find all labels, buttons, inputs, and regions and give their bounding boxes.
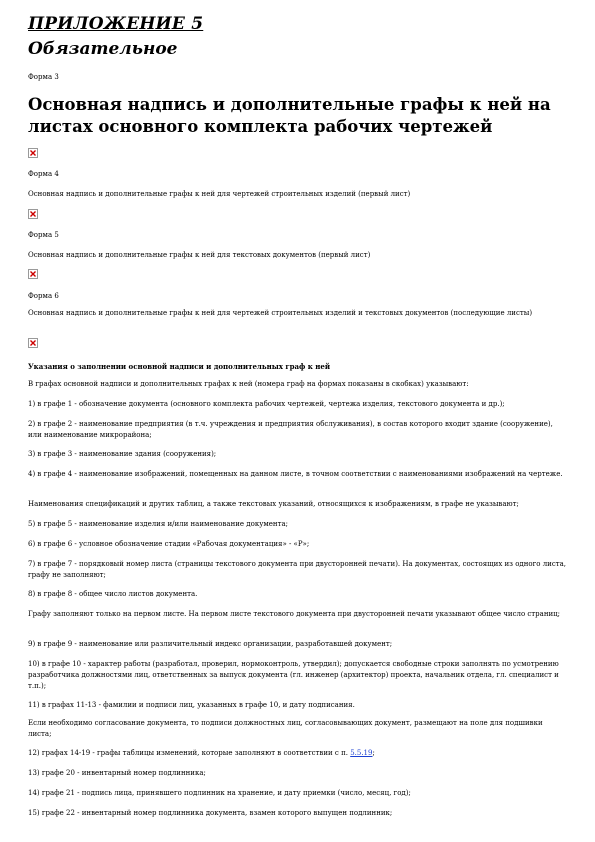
instruction-item-8: 8) в графе 8 - общее число листов документа. <box>28 590 198 598</box>
instruction-note-8: Графу заполняют только на первом листе. На первом листе текстового документа при двусторонней печати указывают общее число страниц; <box>28 610 561 618</box>
form6-label: Форма 6 <box>28 292 59 300</box>
form5-label: Форма 5 <box>28 231 59 239</box>
instruction-item-1: 1) в графе 1 - обозначение документа (основного комплекта рабочих чертежей, чертежа изделия, текстового документа и др.); <box>28 400 505 408</box>
mandatory-subheading: Обязательное <box>28 39 178 59</box>
form4-label: Форма 4 <box>28 170 59 178</box>
instruction-item-3: 3) в графе 3 - наименование здания (сооружения); <box>28 450 217 458</box>
instruction-note-11: Если необходимо согласование документа, то подписи должностных лиц, согласовывающих документ, размещают на поле для подшивки листа; <box>28 719 543 738</box>
form3-label: Форма 3 <box>28 73 59 81</box>
broken-image-icon[interactable] <box>28 269 38 279</box>
instruction-item-4: 4) в графе 4 - наименование изображений, помещенных на данном листе, в точном соответствии с наименованиями изображений на чертеже. <box>28 470 563 478</box>
appendix-heading: ПРИЛОЖЕНИЕ 5 <box>28 14 204 34</box>
broken-image-icon[interactable] <box>28 148 38 158</box>
instruction-item-15: 15) графе 22 - инвентарный номер подлинника документа, взамен которого выпущен подлинник; <box>28 809 393 817</box>
broken-image-icon[interactable] <box>28 338 38 348</box>
instruction-item-11: 11) в графах 11-13 - фамилии и подписи лиц, указанных в графе 10, и дату подписания. <box>28 701 355 709</box>
instruction-item-10: 10) в графе 10 - характер работы (разработал, проверил, нормоконтроль, утвердил); допускается свободные строки заполнять по усмотрению разработчика должностями лиц, ответственных за выпуск документа (гл. инженер (архитектор) проекта, начальник отдела, гл. специалист и т.п.); <box>28 660 559 690</box>
clause-link[interactable]: 5.5.19 <box>350 749 373 757</box>
form3-title: Основная надпись и дополнительные графы к ней на листах основного комплекта рабочих чертежей <box>28 95 551 136</box>
item12-suffix: ; <box>372 749 375 757</box>
instruction-item-12 <box>28 748 568 759</box>
instruction-note-4: Наименования спецификаций и других таблиц, а также текстовых указаний, относящихся к изображениям, в графе не указывают; <box>28 500 519 508</box>
instructions-intro: В графах основной надписи и дополнительных графах к ней (номера граф на формах показаны в скобках) указывают: <box>28 380 469 388</box>
form6-caption: Основная надпись и дополнительные графы к ней для чертежей строительных изделий и текстовых документов (последующие листы) <box>28 309 533 317</box>
instruction-item-9: 9) в графе 9 - наименование или различительный индекс организации, разработавшей документ; <box>28 640 393 648</box>
instruction-item-6: 6) в графе 6 - условное обозначение стадии «Рабочая документация» - «Р»; <box>28 540 310 548</box>
instruction-item-14: 14) графе 21 - подпись лица, принявшего подлинник на хранение, и дату приемки (число, месяц, год); <box>28 789 411 797</box>
instruction-item-13: 13) графе 20 - инвентарный номер подлинника; <box>28 769 206 777</box>
broken-image-icon[interactable] <box>28 209 38 219</box>
instruction-item-5: 5) в графе 5 - наименование изделия и/или наименование документа; <box>28 520 288 528</box>
instructions-heading: Указания о заполнении основной надписи и дополнительных граф к ней <box>28 362 331 371</box>
form5-caption: Основная надпись и дополнительные графы к ней для текстовых документов (первый лист) <box>28 251 371 259</box>
instruction-item-2: 2) в графе 2 - наименование предприятия (в т.ч. учреждения и предприятия обслуживания), в состав которого входит здание (сооружение), или наименование микрорайона; <box>28 420 553 439</box>
item12-text: 12) графах 14-19 - графы таблицы изменений, которые заполняют в соответствии с п. <box>28 749 348 757</box>
form4-caption: Основная надпись и дополнительные графы к ней для чертежей строительных изделий (первый лист) <box>28 190 411 198</box>
instruction-item-7: 7) в графе 7 - порядковый номер листа (страницы текстового документа при двусторонней печати). На документах, состоящих из одного листа, графу не заполняют; <box>28 560 567 579</box>
